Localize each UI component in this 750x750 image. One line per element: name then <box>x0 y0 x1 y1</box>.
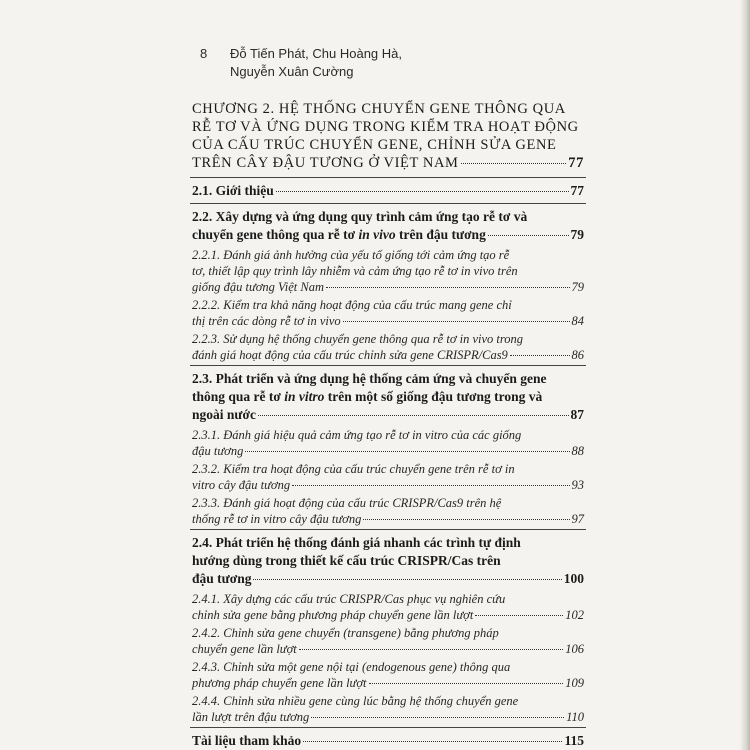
text-run: chuyển gene thông qua rễ tơ <box>192 227 359 242</box>
table-of-contents <box>190 96 586 750</box>
subsection-line: chỉnh sửa gene bằng phương pháp chuyển gene lần lượt <box>192 608 474 622</box>
chapter-title-line: CỦA CẤU TRÚC CHUYỂN GENE, CHỈNH SỬA GENE <box>192 137 557 153</box>
dot-leader <box>475 615 563 616</box>
subsection-line: đậu tương <box>192 444 244 458</box>
toc-page-number: 93 <box>571 478 584 492</box>
italic-run: in vivo <box>358 227 396 242</box>
dot-leader <box>258 415 569 416</box>
dot-leader <box>311 717 564 718</box>
toc-references[interactable] <box>190 728 586 750</box>
text-run: thông qua rễ tơ <box>192 389 285 404</box>
subsection-line: 2.4.1. Xây dựng các cấu trúc CRISPR/Cas phục vụ nghiên cứu <box>192 592 506 606</box>
dot-leader <box>245 451 569 452</box>
toc-page-number: 110 <box>566 710 584 724</box>
chapter-title-line: CHƯƠNG 2. HỆ THỐNG CHUYỂN GENE THÔNG QUA <box>192 101 566 117</box>
subsection-line: 2.3.2. Kiểm tra hoạt động của cấu trúc chuyển gene trên rễ tơ in <box>192 462 515 476</box>
toc-subsection-2-2-2[interactable] <box>190 297 586 331</box>
dot-leader <box>292 485 569 486</box>
section-title: 2.1. Giới thiệu <box>192 183 274 198</box>
toc-page-number: 115 <box>564 733 584 748</box>
dot-leader <box>299 649 563 650</box>
toc-page-number: 86 <box>571 348 584 362</box>
toc-subsection-2-3-1[interactable] <box>190 427 586 461</box>
toc-page-number: 79 <box>571 280 584 294</box>
toc-subsection-2-4-3[interactable] <box>190 659 586 693</box>
toc-page-number: 77 <box>570 183 584 198</box>
toc-subsection-2-3-2[interactable] <box>190 461 586 495</box>
dot-leader <box>326 287 569 288</box>
toc-chapter-2[interactable] <box>190 96 586 177</box>
subsection-line: thị trên các dòng rễ tơ in vivo <box>192 314 341 328</box>
toc-page-number: 102 <box>565 608 584 622</box>
toc-page-number: 84 <box>571 314 584 328</box>
authors <box>230 45 570 81</box>
subsection-line: 2.4.2. Chỉnh sửa gene chuyển (transgene) bằng phương pháp <box>192 626 499 640</box>
section-title-line: đậu tương <box>192 571 252 586</box>
toc-section-2-1[interactable] <box>190 178 586 203</box>
section-title-line: 2.4. Phát triển hệ thống đánh giá nhanh các trình tự định <box>192 535 521 550</box>
dot-leader <box>343 321 570 322</box>
dot-leader <box>303 741 562 742</box>
subsection-line: 2.2.2. Kiểm tra khả năng hoạt động của cấu trúc mang gene chỉ <box>192 298 512 312</box>
toc-page-number: 88 <box>571 444 584 458</box>
toc-subsection-2-4-4[interactable] <box>190 693 586 727</box>
subsection-line: 2.2.3. Sử dụng hệ thống chuyển gene thông qua rễ tơ in vivo trong <box>192 332 524 346</box>
dot-leader <box>363 519 569 520</box>
dot-leader <box>369 683 564 684</box>
toc-subsection-2-4-1[interactable] <box>190 591 586 625</box>
section-title-line: 2.2. Xây dựng và ứng dụng quy trình cảm ứng tạo rễ tơ và <box>192 209 528 224</box>
chapter-title-line: RỄ TƠ VÀ ỨNG DỤNG TRONG KIỂM TRA HOẠT ĐỘNG <box>192 119 579 135</box>
section-title-line: ngoài nước <box>192 407 256 422</box>
toc-page-number: 79 <box>570 227 584 242</box>
authors-line-1: Đỗ Tiến Phát, Chu Hoàng Hà, <box>230 46 402 61</box>
subsection-line: lần lượt trên đậu tương <box>192 710 310 724</box>
dot-leader <box>461 163 567 164</box>
toc-subsection-2-2-3[interactable] <box>190 331 586 365</box>
text-run: trên một số giống đậu tương trong và <box>324 389 543 404</box>
authors-line-2: Nguyễn Xuân Cường <box>230 64 354 79</box>
text-run: trên đậu tương <box>395 227 486 242</box>
subsection-line: tơ, thiết lập quy trình lây nhiễm và cảm ứng tạo rễ tơ in vivo trên <box>192 264 518 278</box>
chapter-title-line: TRÊN CÂY ĐẬU TƯƠNG Ở VIỆT NAM <box>192 155 459 171</box>
dot-leader <box>253 579 561 580</box>
subsection-line: 2.4.3. Chỉnh sửa một gene nội tại (endogenous gene) thông qua <box>192 660 511 674</box>
italic-run: in vitro <box>284 389 325 404</box>
section-title-line: 2.3. Phát triển và ứng dụng hệ thống cảm ứng và chuyển gene <box>192 371 547 386</box>
toc-page-number: 109 <box>565 676 584 690</box>
toc-subsection-2-3-3[interactable] <box>190 495 586 529</box>
toc-section-2-2[interactable] <box>190 204 586 247</box>
page-edge-shadow <box>740 0 750 750</box>
toc-section-2-4[interactable] <box>190 530 586 591</box>
toc-page-number: 77 <box>568 155 584 171</box>
subsection-line: 2.4.4. Chỉnh sửa nhiều gene cùng lúc bằng hệ thống chuyển gene <box>192 694 519 708</box>
subsection-line: 2.2.1. Đánh giá ảnh hưởng của yếu tố giống tới cảm ứng tạo rễ <box>192 248 510 262</box>
dot-leader <box>488 235 569 236</box>
dot-leader <box>510 355 570 356</box>
section-title: Tài liệu tham khảo <box>192 733 302 748</box>
dot-leader <box>276 191 569 192</box>
subsection-line: đánh giá hoạt động của cấu trúc chỉnh sửa gene CRISPR/Cas9 <box>192 348 508 362</box>
subsection-line: giống đậu tương Việt Nam <box>192 280 325 294</box>
toc-page-number: 97 <box>571 512 584 526</box>
section-title-line <box>192 388 584 406</box>
subsection-line: vitro cây đậu tương <box>192 478 291 492</box>
subsection-line: chuyển gene lần lượt <box>192 642 297 656</box>
section-title-line <box>192 226 486 244</box>
toc-subsection-2-4-2[interactable] <box>190 625 586 659</box>
subsection-line: thống rễ tơ in vitro cây đậu tương <box>192 512 362 526</box>
toc-section-2-3[interactable] <box>190 366 586 427</box>
toc-page-number: 87 <box>570 407 584 422</box>
subsection-line: 2.3.1. Đánh giá hiệu quả cảm ứng tạo rễ tơ in vitro của các giống <box>192 428 522 442</box>
toc-page-number: 106 <box>565 642 584 656</box>
toc-page-number: 100 <box>563 571 584 586</box>
subsection-line: 2.3.3. Đánh giá hoạt động của cấu trúc CRISPR/Cas9 trên hệ <box>192 496 502 510</box>
toc-subsection-2-2-1[interactable] <box>190 247 586 297</box>
subsection-line: phương pháp chuyển gene lần lượt <box>192 676 367 690</box>
section-title-line: hướng dùng trong thiết kế cấu trúc CRISPR/Cas trên <box>192 553 501 568</box>
page-number: 8 <box>200 46 208 61</box>
